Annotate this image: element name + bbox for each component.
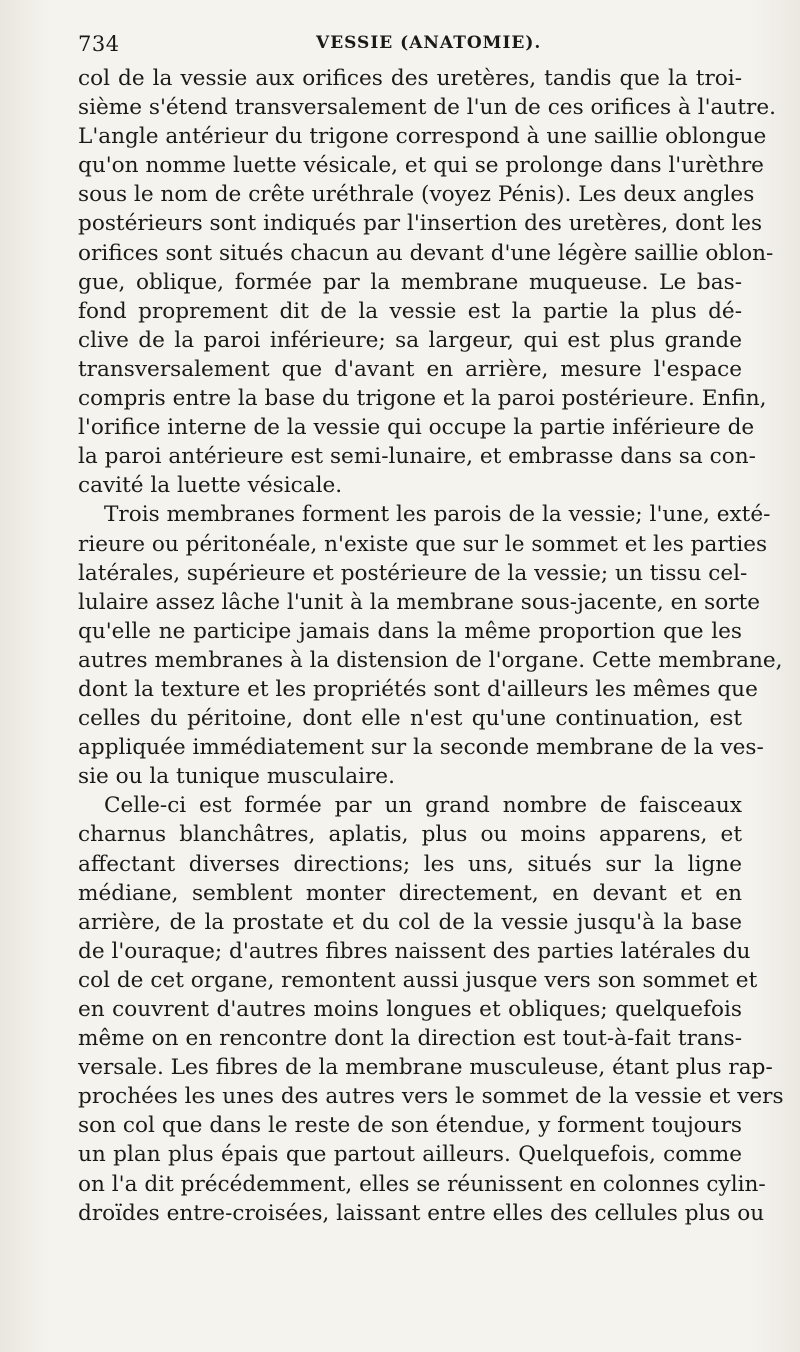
text-line: clive de la paroi inférieure; sa largeur, qui est plus grande — [78, 327, 742, 353]
text-line: gue, oblique, formée par la membrane muqueuse. Le bas- — [78, 269, 742, 295]
text-line: sous le nom de crête uréthrale (voyez Pénis). Les deux angles — [78, 182, 755, 208]
page-header — [78, 30, 742, 64]
text-line: latérales, supérieure et postérieure de la vessie; un tissu cel- — [78, 560, 748, 586]
text-line: la paroi antérieure est semi-lunaire, et embrasse dans sa con- — [78, 444, 756, 470]
text-line: autres membranes à la distension de l'organe. Cette membrane, — [78, 647, 783, 673]
page-number: 734 — [78, 32, 120, 56]
paragraph-end-line: cavité la luette vésicale. — [78, 473, 343, 499]
text-line: un plan plus épais que partout ailleurs. Quelquefois, comme — [78, 1142, 742, 1168]
text-line: fond proprement dit de la vessie est la partie la plus dé- — [78, 298, 742, 324]
text-line: L'angle antérieur du trigone correspond à une saillie oblongue — [78, 124, 767, 150]
text-line: l'orifice interne de la vessie qui occupe la partie inférieure de — [78, 415, 755, 441]
text-line: en couvrent d'autres moins longues et obliques; quelquefois — [78, 997, 742, 1022]
text-line: celles du péritoine, dont elle n'est qu'une continuation, est — [78, 706, 742, 732]
text-line: charnus blanchâtres, aplatis, plus ou moins apparens, et — [78, 822, 742, 848]
paragraph-end-line: sie ou la tunique musculaire. — [78, 764, 395, 790]
text-line: affectant diverses directions; les uns, situés sur la ligne — [78, 851, 742, 877]
text-line: rieure ou péritonéale, n'existe que sur le sommet et les parties — [78, 531, 768, 557]
running-title: VESSIE (ANATOMIE). — [316, 33, 542, 53]
text-line: orifices sont situés chacun au devant d'une légère saillie oblon- — [78, 240, 774, 266]
text-line: même on en rencontre dont la direction est tout-à-fait trans- — [78, 1026, 742, 1052]
paragraph-start-line: Trois membranes forment les parois de la vessie; l'une, exté- — [104, 502, 771, 528]
text-line: compris entre la base du trigone et la paroi postérieure. Enfin, — [78, 386, 767, 412]
text-line: postérieurs sont indiqués par l'insertion des uretères, dont les — [78, 211, 763, 237]
text-line: col de cet organe, remontent aussi jusque vers son sommet et — [78, 967, 758, 993]
text-line: de l'ouraque; d'autres fibres naissent des parties latérales du — [78, 938, 751, 964]
text-line: prochées les unes des autres vers le sommet de la vessie et vers — [78, 1084, 784, 1110]
text-line: versale. Les fibres de la membrane musculeuse, étant plus rap- — [78, 1055, 773, 1081]
text-line: transversalement que d'avant en arrière, mesure l'espace — [78, 356, 742, 382]
text-line: son col que dans le reste de son étendue, y forment toujours — [78, 1113, 742, 1139]
text-line: appliquée immédiatement sur la seconde membrane de la ves- — [78, 735, 764, 761]
text-line: lulaire assez lâche l'unit à la membrane sous-jacente, en sorte — [78, 589, 761, 615]
text-line: droïdes entre-croisées, laissant entre elles des cellules plus ou — [78, 1200, 765, 1226]
text-line: qu'on nomme luette vésicale, et qui se prolonge dans l'urèthre — [78, 153, 764, 179]
text-line: on l'a dit précédemment, elles se réunissent en colonnes cylin- — [78, 1171, 766, 1197]
text-line: dont la texture et les propriétés sont d'ailleurs les mêmes que — [78, 676, 758, 702]
paragraph-start-line: Celle-ci est formée par un grand nombre de faisceaux — [104, 793, 742, 819]
text-line: arrière, de la prostate et du col de la vessie jusqu'à la base — [78, 909, 742, 935]
text-line: qu'elle ne participe jamais dans la même proportion que les — [78, 618, 742, 644]
body-text — [78, 64, 784, 1228]
text-line: médiane, semblent monter directement, en devant et en — [78, 880, 742, 906]
text-line: sième s'étend transversalement de l'un de ces orifices à l'autre. — [78, 95, 776, 121]
text-line: col de la vessie aux orifices des uretères, tandis que la troi- — [78, 66, 742, 91]
